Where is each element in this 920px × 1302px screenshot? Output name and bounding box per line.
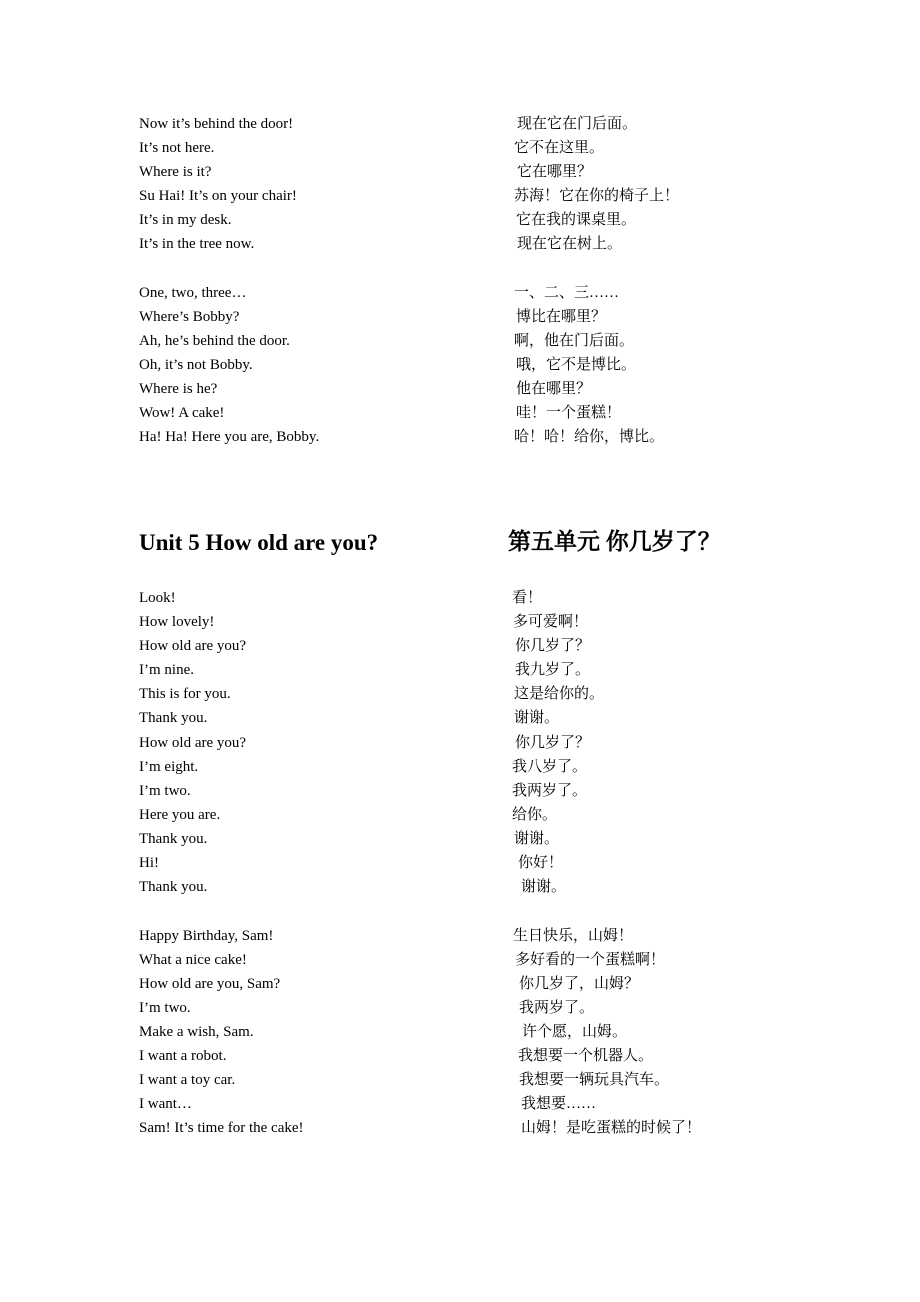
dialogue-line-zh: 你好！: [518, 855, 564, 871]
dialogue-line-zh: 看！: [512, 590, 543, 606]
dialogue-line-en: How old are you?: [139, 735, 247, 751]
dialogue-line-en: I’m two.: [139, 1000, 191, 1016]
dialogue-line-zh: 哈！哈！给你，博比。: [514, 429, 665, 445]
dialogue-line-en: What a nice cake!: [139, 952, 247, 968]
dialogue-line-zh: 你几岁了？: [515, 735, 591, 751]
dialogue-line-en: Sam! It’s time for the cake!: [139, 1120, 304, 1136]
dialogue-line-en: How lovely!: [139, 614, 215, 630]
dialogue-line-en: Where is he?: [139, 381, 218, 397]
dialogue-line-en: It’s not here.: [139, 140, 215, 156]
dialogue-line-en: Wow! A cake!: [139, 405, 225, 421]
dialogue-line-en: Su Hai! It’s on your chair!: [139, 188, 297, 204]
dialogue-line-zh: 它不在这里。: [514, 140, 605, 156]
dialogue-line-en: Now it’s behind the door!: [139, 116, 294, 132]
dialogue-line-en: Thank you.: [139, 879, 208, 895]
dialogue-line-zh: 我九岁了。: [515, 662, 591, 678]
dialogue-line-zh: 多可爱啊！: [513, 614, 589, 630]
dialogue-line-zh: 山姆！是吃蛋糕的时候了！: [521, 1120, 702, 1136]
dialogue-line-en: I’m nine.: [139, 662, 194, 678]
dialogue-line-zh: 许个愿，山姆。: [522, 1024, 628, 1040]
dialogue-line-en: Ha! Ha! Here you are, Bobby.: [139, 429, 320, 445]
dialogue-line-zh: 我想要一辆玩具汽车。: [519, 1072, 670, 1088]
dialogue-line-en: One, two, three…: [139, 285, 247, 301]
dialogue-line-zh: 我八岁了。: [512, 759, 588, 775]
dialogue-line-zh: 哦，它不是博比。: [516, 357, 637, 373]
dialogue-line-en: I’m eight.: [139, 759, 199, 775]
dialogue-line-en: I want…: [139, 1096, 192, 1112]
dialogue-line-zh: 你几岁了？: [515, 638, 591, 654]
dialogue-line-en: Thank you.: [139, 710, 208, 726]
dialogue-line-en: I want a robot.: [139, 1048, 227, 1064]
dialogue-line-zh: 他在哪里？: [516, 381, 592, 397]
dialogue-line-zh: 多好看的一个蛋糕啊！: [515, 952, 666, 968]
dialogue-line-en: Make a wish, Sam.: [139, 1024, 254, 1040]
dialogue-line-en: Ah, he’s behind the door.: [139, 333, 290, 349]
dialogue-line-en: This is for you.: [139, 686, 231, 702]
dialogue-line-zh: 这是给你的。: [514, 686, 605, 702]
dialogue-line-en: Where’s Bobby?: [139, 309, 240, 325]
dialogue-line-en: Thank you.: [139, 831, 208, 847]
dialogue-line-en: Happy Birthday, Sam!: [139, 928, 274, 944]
dialogue-line-zh: 谢谢。: [521, 879, 567, 895]
dialogue-line-en: Where is it?: [139, 164, 212, 180]
dialogue-line-zh: 苏海！它在你的椅子上！: [514, 188, 680, 204]
dialogue-line-zh: 我想要一个机器人。: [518, 1048, 654, 1064]
dialogue-line-zh: 博比在哪里？: [516, 309, 607, 325]
dialogue-line-en: Hi!: [139, 855, 159, 871]
dialogue-line-zh: 谢谢。: [514, 710, 560, 726]
dialogue-line-zh: 我想要……: [521, 1096, 597, 1112]
dialogue-line-zh: 啊，他在门后面。: [514, 333, 635, 349]
dialogue-line-zh: 它在哪里？: [517, 164, 593, 180]
dialogue-line-en: Look!: [139, 590, 176, 606]
unit-title-zh: 第五单元 你几岁了？: [508, 529, 721, 554]
dialogue-line-zh: 哇！一个蛋糕！: [516, 405, 622, 421]
dialogue-line-en: Oh, it’s not Bobby.: [139, 357, 253, 373]
dialogue-line-en: It’s in the tree now.: [139, 236, 255, 252]
dialogue-line-zh: 一、二、三……: [514, 285, 620, 301]
dialogue-line-zh: 生日快乐，山姆！: [513, 928, 634, 944]
dialogue-line-zh: 谢谢。: [514, 831, 560, 847]
dialogue-line-en: I’m two.: [139, 783, 191, 799]
dialogue-line-zh: 你几岁了，山姆？: [519, 976, 640, 992]
dialogue-line-zh: 我两岁了。: [519, 1000, 595, 1016]
dialogue-line-en: It’s in my desk.: [139, 212, 232, 228]
dialogue-line-en: I want a toy car.: [139, 1072, 236, 1088]
dialogue-line-zh: 现在它在树上。: [517, 236, 623, 252]
dialogue-line-en: How old are you?: [139, 638, 247, 654]
dialogue-line-zh: 我两岁了。: [512, 783, 588, 799]
dialogue-line-en: How old are you, Sam?: [139, 976, 281, 992]
dialogue-line-zh: 现在它在门后面。: [517, 116, 638, 132]
dialogue-line-zh: 它在我的课桌里。: [516, 212, 637, 228]
unit-title-en: Unit 5 How old are you?: [139, 530, 379, 555]
dialogue-line-en: Here you are.: [139, 807, 221, 823]
dialogue-line-zh: 给你。: [512, 807, 558, 823]
